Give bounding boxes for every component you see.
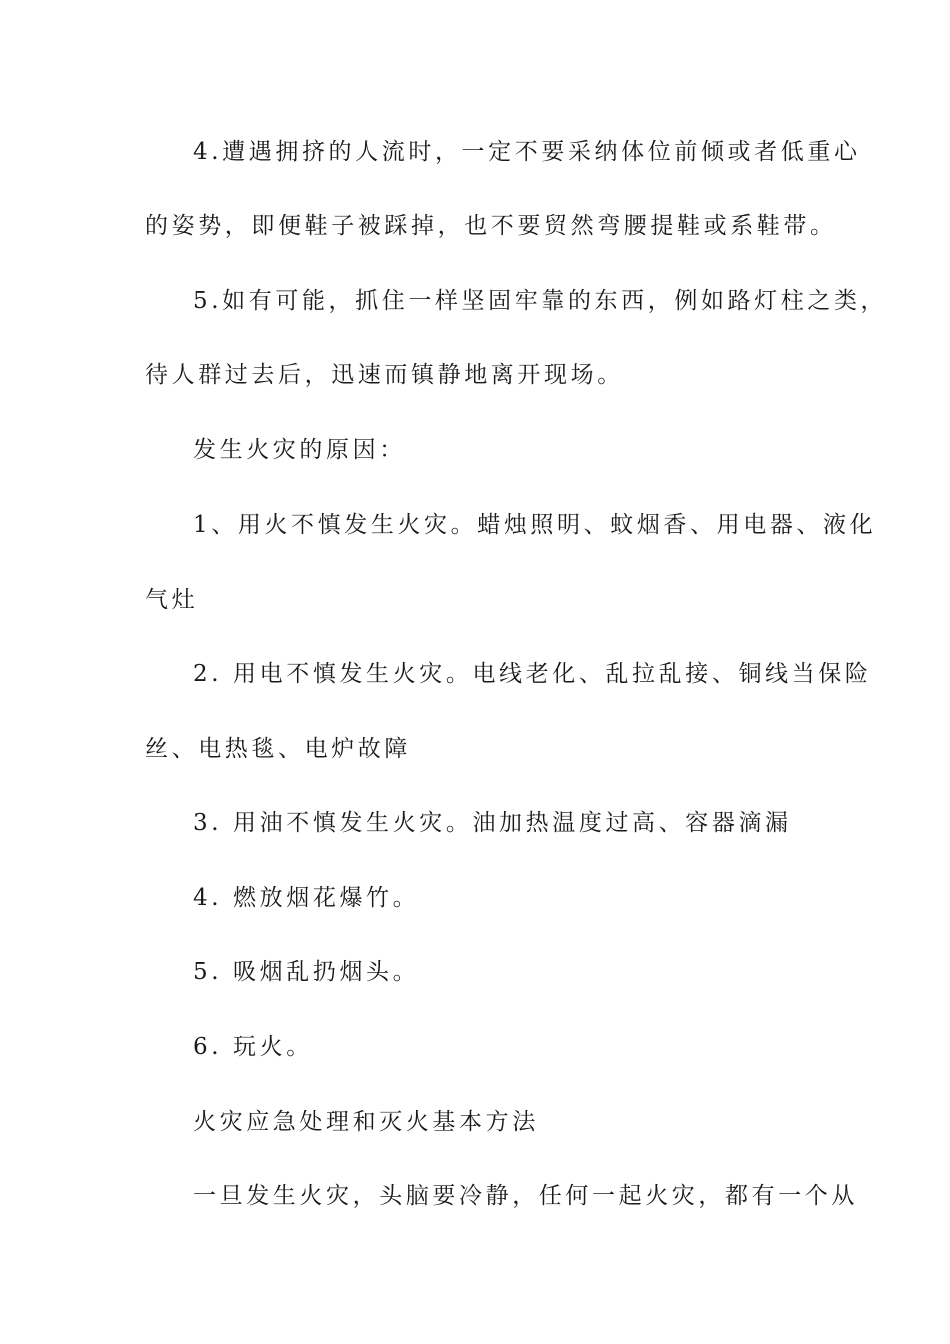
fire-cause-2-line-2: 丝、电热毯、电炉故障: [145, 736, 411, 762]
paragraph-fire-response-line-1: 一旦发生火灾，头脑要冷静，任何一起火灾，都有一个从: [193, 1183, 858, 1209]
fire-cause-1-line-2: 气灶: [145, 587, 199, 613]
fire-cause-3: 3. 用油不慎发生火灾。油加热温度过高、容器滴漏: [193, 810, 792, 836]
fire-cause-6: 6. 玩火。: [193, 1034, 313, 1060]
section-heading-fire-causes: 发生火灾的原因：: [193, 437, 406, 463]
fire-cause-1-line-1: 1、用火不慎发生火灾。蜡烛照明、蚊烟香、用电器、液化: [193, 512, 877, 538]
fire-cause-4: 4. 燃放烟花爆竹。: [193, 885, 420, 911]
paragraph-crowd-tip-4-line-1: 4.遭遇拥挤的人流时，一定不要采纳体位前倾或者低重心: [193, 139, 861, 165]
fire-cause-2-line-1: 2. 用电不慎发生火灾。电线老化、乱拉乱接、铜线当保险: [193, 661, 872, 687]
fire-cause-5: 5. 吸烟乱扔烟头。: [193, 959, 420, 985]
section-heading-fire-response: 火灾应急处理和灭火基本方法: [193, 1109, 539, 1135]
paragraph-crowd-tip-5-line-1: 5.如有可能，抓住一样坚固牢靠的东西，例如路灯柱之类，: [193, 288, 888, 314]
paragraph-crowd-tip-5-line-2: 待人群过去后，迅速而镇静地离开现场。: [145, 362, 624, 388]
paragraph-crowd-tip-4-line-2: 的姿势，即便鞋子被踩掉，也不要贸然弯腰提鞋或系鞋带。: [145, 213, 837, 239]
